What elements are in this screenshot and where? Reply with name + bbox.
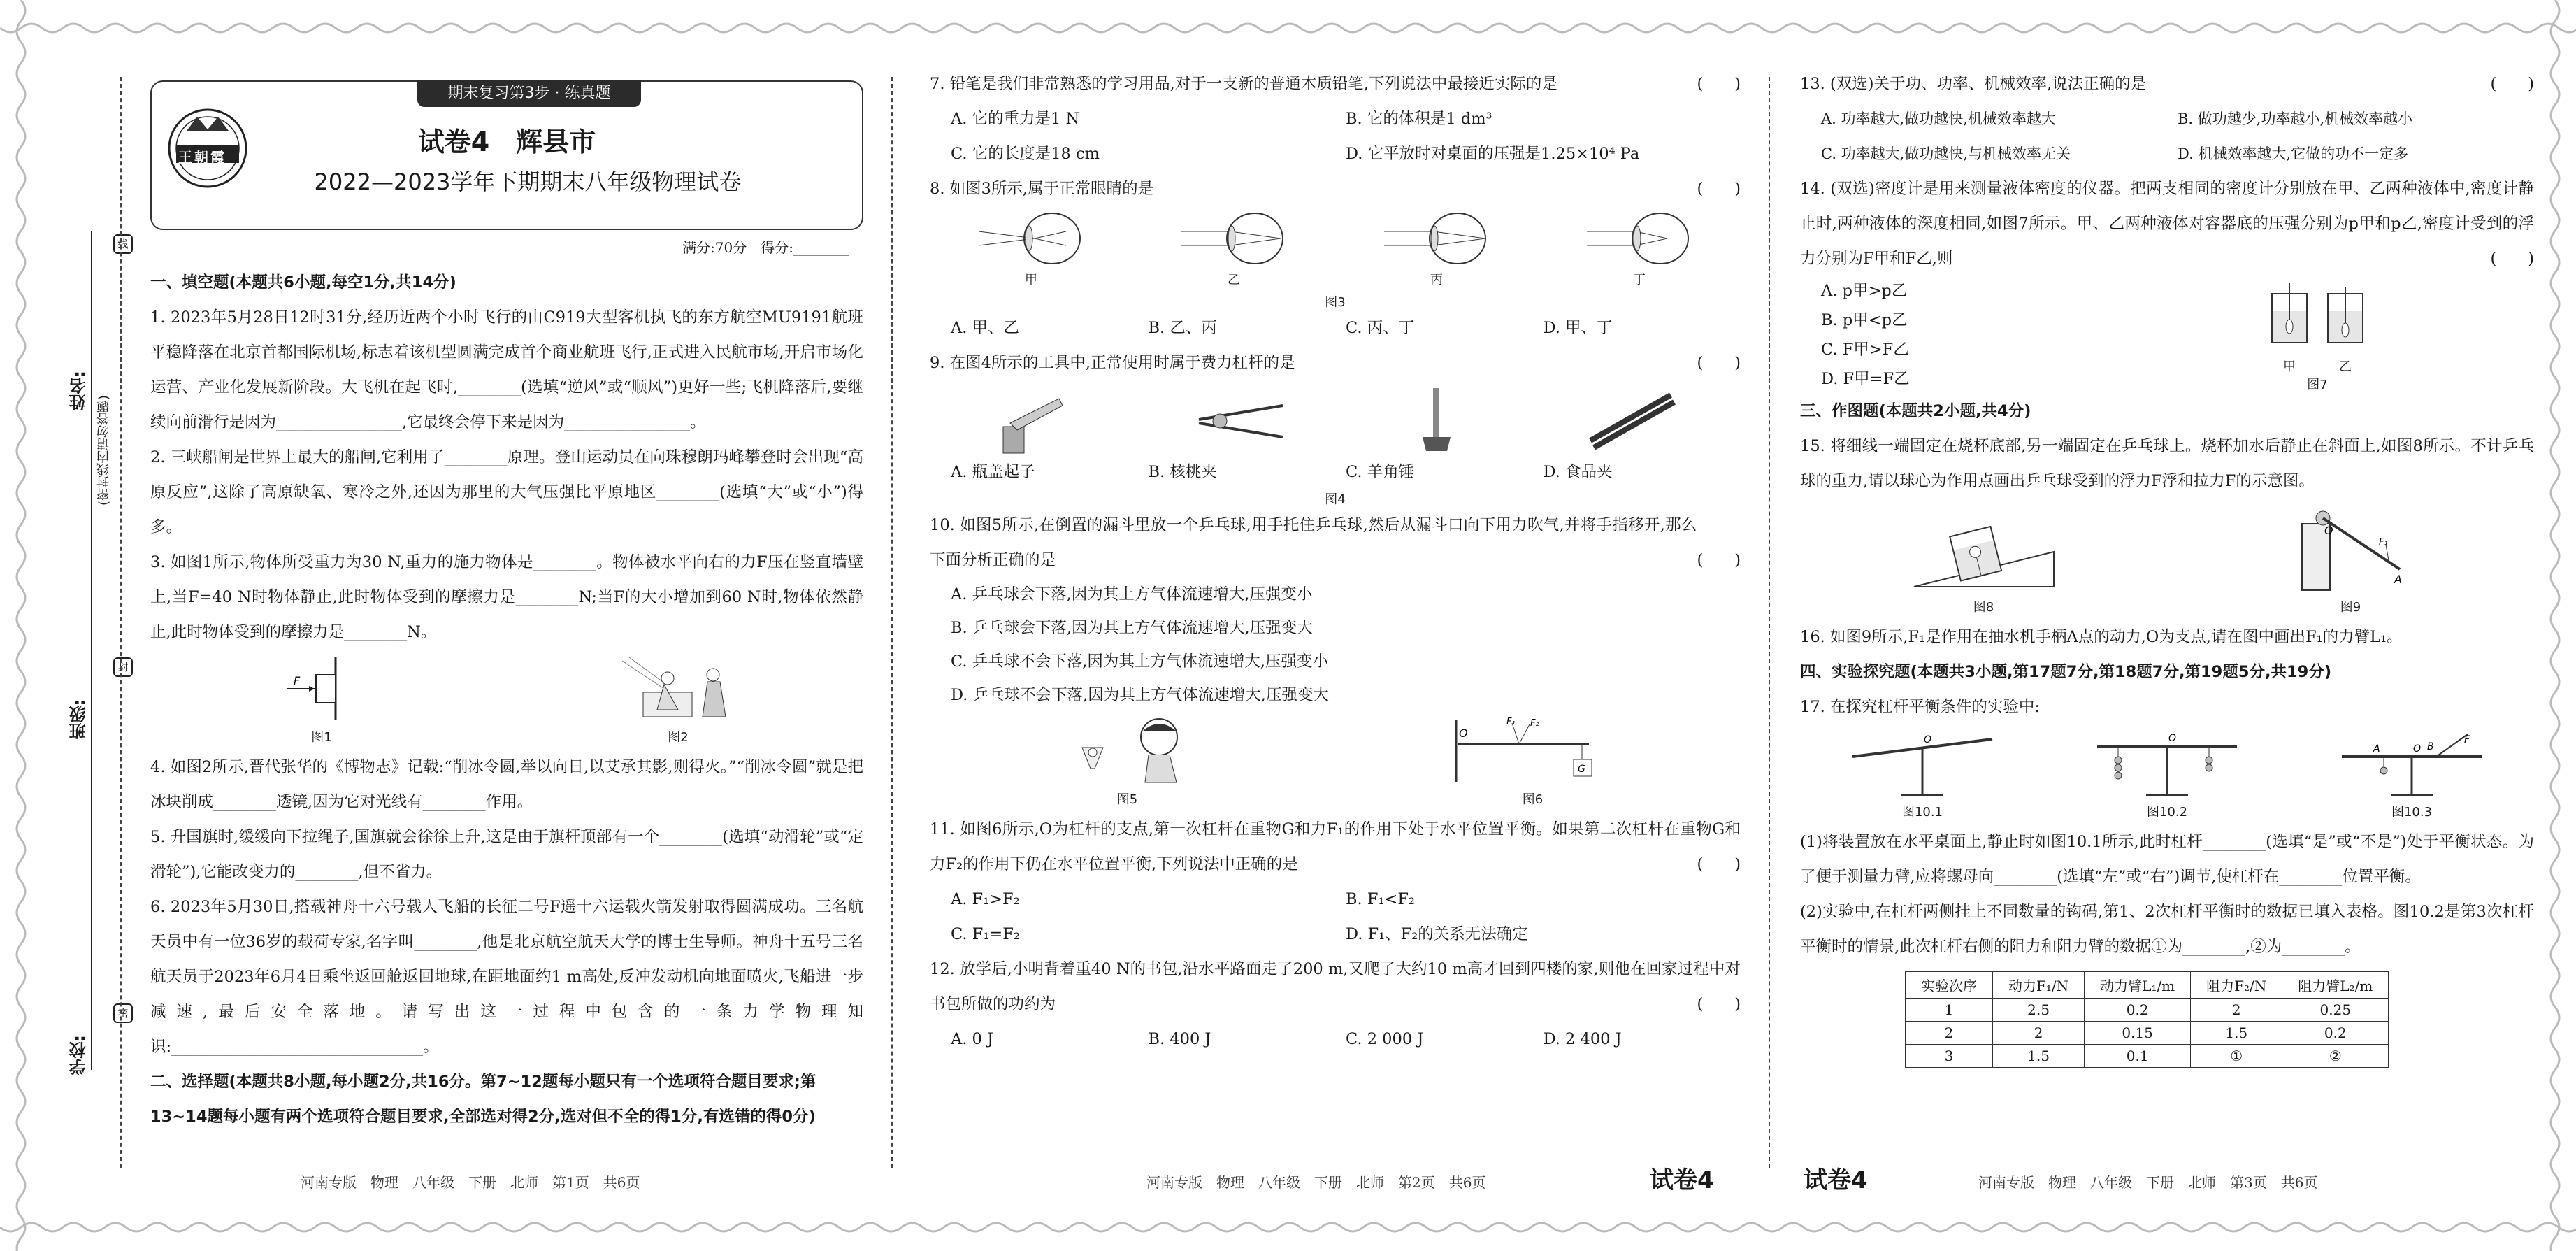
question-9-options [930, 455, 1741, 489]
option-b: B. 核桃夹 [1148, 463, 1217, 481]
question-9 [930, 345, 1741, 380]
svg-text:O: O [2168, 733, 2177, 744]
class-label: 班级: [69, 699, 89, 740]
paper-title: 试卷4 辉县市 [417, 127, 596, 157]
question-7-text: 7. 铅笔是我们非常熟悉的学习用品,对于一支新的普通木质铅笔,下列说法中最接近实际的是 [930, 75, 1557, 93]
option-b: B. 乙、丙 [1148, 319, 1217, 337]
table-cell: 0.25 [2282, 999, 2389, 1022]
question-3: 3. 如图1所示,物体所受重力为30 N,重力的施力物体是________。物体被水平向右的力F压在竖直墙壁上,当F=40 N时物体静止,此时物体受到的摩擦力是________N;当F的大小增加到60 N时,物体依然静止,此时物体受到的摩擦力是________N。 [150, 553, 863, 641]
fold-line-mid2 [1769, 77, 1770, 1168]
figure-10-2 [2090, 729, 2244, 820]
tool-figures [930, 385, 1741, 455]
table-header: 实验次序 [1906, 972, 1993, 999]
question-8-options [930, 310, 1741, 345]
option-c: C. F甲>F乙 [1821, 341, 1909, 359]
claw-hammer-picture [1409, 385, 1465, 455]
question-11 [930, 812, 1741, 882]
svg-text:F: F [2464, 734, 2470, 745]
option-d: D. F甲=F乙 [1821, 370, 1910, 388]
eye-figure-4 [1580, 210, 1699, 288]
eye-figure-1 [972, 210, 1091, 288]
option-d: D. 甲、丁 [1543, 319, 1613, 337]
figure-1 [273, 654, 370, 745]
seal-mark-3: 密 [113, 1003, 133, 1023]
question-10-option-c: C. 乒乓球不会下落,因为其上方气体流速增大,压强变小 [951, 652, 1329, 671]
answer-paren: ( ) [2490, 75, 2534, 93]
svg-text:F₁: F₁ [1506, 717, 1516, 727]
table-cell: 1.5 [1993, 1045, 2085, 1068]
figures-1-2 [150, 654, 863, 745]
page-2-paper-label: 试卷4 [1650, 1166, 1714, 1194]
answer-paren: ( ) [2490, 250, 2534, 268]
question-12 [930, 952, 1741, 1022]
question-6: 6. 2023年5月30日,搭载神舟十六号载人飞船的长征二号F遥十六运载火箭发射取得圆满成功。三名航天员中有一位36岁的载荷专家,名字叫________,他是北京航空航天大学的博士生导师。神舟十五号三名航天员于2023年6月4日乘坐返回舱返回地球,在距地面约1 m高处,反冲发动机向地面喷火,飞船进一步减速,最后安全落地。请写出这一过程中包含的一条力学物理知识:________________________________。 [150, 898, 863, 1056]
answer-paren: ( ) [1697, 855, 1741, 873]
figure-10-2-caption: 图10.2 [2146, 805, 2188, 820]
nutcracker-picture [1192, 385, 1290, 455]
question-14-body [1800, 276, 2534, 394]
question-14 [1800, 171, 2534, 276]
page-1-footer: 河南专版 物理 八年级 下册 北师 第1页 共6页 [301, 1174, 640, 1191]
question-14-text: 14. (双选)密度计是用来测量液体密度的仪器。把两支相同的密度计分别放在甲、乙两种液体中,密度计静止时,两种液体的深度相同,如图7所示。甲、乙两种液体对容器底的压强分别为p甲和p乙,密度计受到的浮力分别为F甲和F乙,则 [1800, 180, 2534, 268]
question-8 [930, 171, 1741, 206]
page-1 [150, 66, 863, 1164]
option-c: C. 羊角锤 [1346, 463, 1415, 481]
question-10-option-b: B. 乒乓球会下落,因为其上方气体流速增大,压强变大 [951, 619, 1313, 637]
question-1: 1. 2023年5月28日12时31分,经历近两个小时飞行的由C919大型客机执飞的东方航空MU9191航班平稳降落在北京首都国际机场,标志着该机型圆满完成首个商业航班飞行,正式进入民航市场,开启市场化运营、产业化发展新阶段。大飞机在起飞时,________(选填“逆风”或“顺风”)更好一些;飞机降落后,要继续向前滑行是因为________________,它最终会停下来是因为________________。 [150, 308, 863, 431]
eye-label-1: 甲 [1025, 273, 1037, 287]
eye-label-3: 丙 [1430, 273, 1443, 287]
page-2-footer: 河南专版 物理 八年级 下册 北师 第2页 共6页 [1146, 1174, 1486, 1191]
table-cell: 0.2 [2085, 999, 2191, 1022]
figure-10-row [1800, 729, 2534, 820]
figure-10-3 [2335, 729, 2489, 820]
question-15: 15. 将细线一端固定在烧杯底部,另一端固定在乒乓球上。烧杯加水后静止在斜面上,如图8所示。不计乒乓球的重力,请以球心为作用点画出乒乓球受到的浮力F浮和拉力F的示意图。 [1800, 437, 2534, 490]
question-10-option-a: A. 乒乓球会下落,因为其上方气体流速增大,压强变小 [951, 585, 1313, 603]
table-cell: 2 [2191, 999, 2282, 1022]
binding-line [91, 231, 92, 1070]
option-b: B. 它的体积是1 dm³ [1346, 110, 1492, 128]
table-cell: 0.2 [2282, 1022, 2389, 1045]
table-cell: 0.15 [2085, 1022, 2191, 1045]
question-12-text: 12. 放学后,小明背着重40 N的书包,沿水平路面走了200 m,又爬了大约10 m高才回到四楼的家,则他在回家过程中对书包所做的功约为 [930, 960, 1741, 1013]
section-2-title: 二、选择题(本题共8小题,每小题2分,共16分。第7~12题每小题只有一个选项符合题目要求;第13~14题每小题有两个选项符合题目要求,全部选对得2分,选对但不全的得1分,有选错的得0分) [150, 1073, 816, 1126]
table-cell: ① [2191, 1045, 2282, 1068]
option-d: D. 它平放时对桌面的压强是1.25×10⁴ Pa [1346, 145, 1640, 163]
figure-4-caption: 图4 [1325, 492, 1346, 507]
table-cell: 2 [1993, 1022, 2085, 1045]
page-3-paper-label: 试卷4 [1804, 1166, 1868, 1194]
svg-text:O: O [2413, 743, 2422, 755]
option-a: A. 功率越大,做功越快,机械效率越大 [1821, 110, 2056, 127]
figure-2 [615, 654, 741, 745]
figure-7 [2261, 276, 2373, 394]
table-cell: 1.5 [2191, 1022, 2282, 1045]
question-17: 17. 在探究杠杆平衡条件的实验中: [1800, 698, 2041, 716]
figure-8 [1907, 517, 2061, 615]
table-header-row [1906, 972, 2389, 999]
bottle-opener-picture [989, 385, 1073, 455]
option-c: C. F₁=F₂ [951, 925, 1020, 943]
svg-text:O: O [1458, 727, 1468, 740]
table-header: 阻力F₂/N [2191, 972, 2282, 999]
option-b: B. 400 J [1148, 1030, 1211, 1048]
option-c: C. 丙、丁 [1346, 319, 1415, 337]
figure-10-1 [1845, 729, 1999, 820]
svg-text:A: A [2394, 573, 2402, 586]
name-label: 姓名: [69, 371, 89, 411]
option-b: B. p甲<p乙 [1821, 311, 1908, 329]
option-a: A. 它的重力是1 N [951, 110, 1080, 128]
question-13-text: 13. (双选)关于功、功率、机械效率,说法正确的是 [1800, 75, 2147, 93]
question-10 [930, 508, 1741, 578]
logo-text: 王朝霞 [178, 149, 226, 166]
banner: 期末复习第3步 · 练真题 [417, 80, 641, 107]
option-d: D. F₁、F₂的关系无法确定 [1346, 925, 1528, 943]
question-11-text: 11. 如图6所示,O为杠杆的支点,第一次杠杆在重物G和力F₁的作用下处于水平位置平衡。如果第二次杠杆在重物G和力F₂的作用下仍在水平位置平衡,下列说法中正确的是 [930, 820, 1741, 873]
figure-7-label-b: 乙 [2339, 359, 2352, 374]
figure-9-caption: 图9 [2340, 600, 2361, 615]
answer-paren: ( ) [1697, 551, 1741, 569]
figure-1-caption: 图1 [311, 730, 332, 745]
school-label: 学校: [69, 1035, 89, 1075]
option-a: A. 瓶盖起子 [951, 463, 1035, 481]
option-c: C. 功率越大,做功越快,与机械效率无关 [1821, 145, 2071, 162]
table-row [1906, 999, 2389, 1022]
option-a: A. F₁>F₂ [951, 890, 1020, 908]
figure-6 [1449, 716, 1617, 808]
question-11-options [930, 882, 1741, 952]
svg-text:G: G [1577, 764, 1585, 775]
figure-5-caption: 图5 [1116, 792, 1138, 807]
page-2 [930, 66, 1741, 1164]
table-header: 动力F₁/N [1993, 972, 2085, 999]
data-table [1905, 971, 2389, 1068]
figure-10-1-caption: 图10.1 [1901, 805, 1943, 820]
question-13 [1800, 66, 2534, 101]
svg-text:O: O [1924, 734, 1932, 745]
question-8-text: 8. 如图3所示,属于正常眼睛的是 [930, 180, 1154, 198]
table-cell: 0.1 [2085, 1045, 2191, 1068]
question-2: 2. 三峡船闸是世界上最大的船闸,它利用了________原理。登山运动员在向珠穆朗玛峰攀登时会出现“高原反应”,这除了高原缺氧、寒冷之外,还因为那里的大气压强比平原地区________(选填“大”或“小”)得多。 [150, 448, 863, 536]
table-row [1906, 1022, 2389, 1045]
question-17-part-2: (2)实验中,在杠杆两侧挂上不同数量的钩码,第1、2次杠杆平衡时的数据已填入表格。图10.2是第3次杠杆平衡时的情景,此次杠杆右侧的阻力和阻力臂的数据①为________,②为________。 [1800, 903, 2534, 956]
svg-text:B: B [2427, 741, 2434, 752]
table-header: 阻力臂L₂/m [2282, 972, 2389, 999]
figure-7-caption: 图7 [2307, 378, 2328, 392]
ancient-fire-drawing [615, 654, 741, 724]
svg-text:F: F [294, 674, 301, 687]
figure-5 [1054, 716, 1201, 808]
option-c: C. 它的长度是18 cm [951, 145, 1100, 163]
option-a: A. 甲、乙 [951, 319, 1020, 337]
eye-figure-2 [1174, 210, 1293, 288]
question-10-text: 10. 如图5所示,在倒置的漏斗里放一个乒乓球,用手托住乒乓球,然后从漏斗口向下用力吹气,并将手指移开,那么下面分析正确的是 [930, 516, 1697, 569]
figure-7-label-a: 甲 [2283, 359, 2296, 374]
figure-3-caption: 图3 [1325, 295, 1346, 310]
svg-text:O: O [2324, 524, 2333, 537]
answer-paren: ( ) [1697, 180, 1741, 198]
section-4-title: 四、实验探究题(本题共3小题,第17题7分,第18题7分,第19题5分,共19分) [1800, 663, 2332, 681]
paper-subtitle: 2022—2023学年下期期末八年级物理试卷 [314, 169, 742, 195]
eye-figure-3 [1377, 210, 1496, 288]
svg-text:A: A [2373, 743, 2380, 755]
figure-2-caption: 图2 [668, 730, 689, 745]
figure-8-caption: 图8 [1973, 600, 1994, 615]
fold-line-left [120, 77, 122, 1168]
table-cell: 2 [1906, 1022, 1993, 1045]
figures-8-9 [1800, 503, 2534, 615]
answer-paren: ( ) [1697, 75, 1741, 93]
table-cell: 2.5 [1993, 999, 2085, 1022]
option-c: C. 2 000 J [1346, 1030, 1424, 1048]
question-10-option-d: D. 乒乓球不会下落,因为其上方气体流速增大,压强变大 [951, 686, 1329, 704]
question-7-options [930, 101, 1741, 171]
header-box [150, 80, 863, 230]
seal-mark-1: 线 [113, 234, 133, 254]
section-3-title: 三、作图题(本题共2小题,共4分) [1800, 402, 2031, 420]
figures-5-6 [930, 716, 1741, 808]
option-b: B. F₁<F₂ [1346, 890, 1415, 908]
food-tongs-picture [1583, 385, 1681, 455]
option-b: B. 做功越少,功率越小,机械效率越小 [2178, 110, 2413, 127]
fold-line-mid1 [891, 77, 893, 1168]
question-16: 16. 如图9所示,F₁是作用在抽水机手柄A点的动力,O为支点,请在图中画出F₁的力臂L₁。 [1800, 628, 2403, 646]
option-a: A. 0 J [951, 1030, 994, 1048]
wall-block-diagram [273, 654, 370, 724]
eye-label-2: 乙 [1228, 273, 1240, 287]
eye-label-4: 丁 [1633, 273, 1646, 287]
answer-paren: ( ) [1697, 354, 1741, 372]
option-a: A. p甲>p乙 [1821, 282, 1908, 300]
question-14-options [1800, 276, 2261, 394]
table-cell: 3 [1906, 1045, 1993, 1068]
question-13-options [1800, 101, 2534, 171]
table-cell: 1 [1906, 999, 1993, 1022]
option-d: D. 机械效率越大,它做的功不一定多 [2178, 145, 2409, 162]
score-line: 满分:70分 得分:________ [682, 239, 849, 256]
answer-paren: ( ) [1697, 995, 1741, 1013]
seal-mark-2: 封 [113, 657, 133, 677]
question-4: 4. 如图2所示,晋代张华的《博物志》记载:“削冰令圆,举以向日,以艾承其影,则得火。”“削冰令圆”就是把冰块削成________透镜,因为它对光线有________作用。 [150, 758, 863, 811]
option-d: D. 食品夹 [1543, 463, 1613, 481]
figure-9 [2274, 503, 2428, 615]
figure-10-3-caption: 图10.3 [2391, 805, 2433, 820]
svg-text:F₂: F₂ [1530, 718, 1539, 729]
page-3 [1800, 66, 2534, 1164]
seal-note: (密封线内请勿答题) [96, 395, 111, 506]
table-row [1906, 1045, 2389, 1068]
svg-text:F₁: F₁ [2378, 537, 2388, 548]
question-12-options [930, 1022, 1741, 1057]
page-3-footer: 河南专版 物理 八年级 下册 北师 第3页 共6页 [1978, 1174, 2318, 1191]
question-17-part-1: (1)将装置放在水平桌面上,静止时如图10.1所示,此时杠杆________(选填“是”或“不是”)处于平衡状态。为了便于测量力臂,应将螺母向________(选填“左”或“右”)调节,使杠杆在________位置平衡。 [1800, 833, 2534, 886]
figure-6-caption: 图6 [1522, 792, 1544, 807]
table-header: 动力臂L₁/m [2085, 972, 2191, 999]
section-1-title: 一、填空题(本题共6小题,每空1分,共14分) [150, 273, 456, 292]
eye-figures [930, 210, 1741, 288]
question-9-text: 9. 在图4所示的工具中,正常使用时属于费力杠杆的是 [930, 354, 1295, 372]
question-5: 5. 升国旗时,缓缓向下拉绳子,国旗就会徐徐上升,这是由于旗杆顶部有一个________(选填“动滑轮”或“定滑轮”),它能改变力的________,但不省力。 [150, 828, 863, 881]
question-7 [930, 66, 1741, 101]
option-d: D. 2 400 J [1543, 1030, 1622, 1048]
table-cell: ② [2282, 1045, 2389, 1068]
